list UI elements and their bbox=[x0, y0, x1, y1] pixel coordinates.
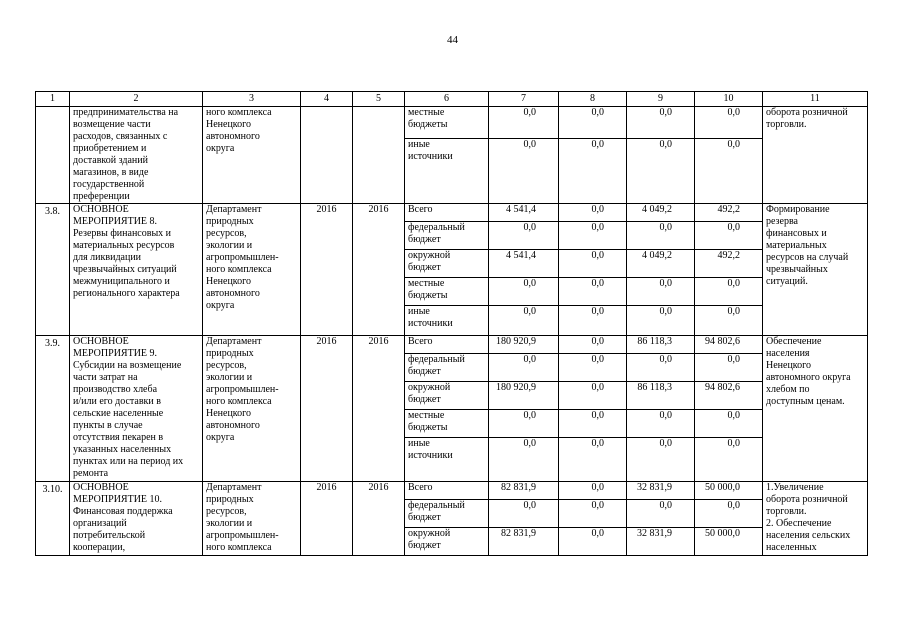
item-name: ОСНОВНОЕ МЕРОПРИЯТИЕ 10. Финансовая поддержка организаций потребительской кооперации, bbox=[70, 482, 203, 556]
item-number: 3.9. bbox=[36, 336, 70, 482]
value-col9: 4 049,2 bbox=[627, 204, 695, 222]
funding-source: федеральный бюджет bbox=[405, 222, 489, 250]
expected-result: оборота розничной торговли. bbox=[763, 107, 868, 204]
value-col10: 0,0 bbox=[695, 278, 763, 306]
page-number: 44 bbox=[447, 34, 458, 46]
start-year: 2016 bbox=[301, 482, 353, 556]
value-col9: 0,0 bbox=[627, 306, 695, 336]
table-row bbox=[36, 482, 868, 500]
funding-source: Всего bbox=[405, 204, 489, 222]
value-col8: 0,0 bbox=[559, 336, 627, 354]
expected-result: Формирование резерва финансовых и материальных ресурсов на случай чрезвычайных ситуаций. bbox=[763, 204, 868, 336]
value-col8: 0,0 bbox=[559, 306, 627, 336]
value-col8: 0,0 bbox=[559, 204, 627, 222]
header-cell: 4 bbox=[301, 92, 353, 107]
value-col10: 0,0 bbox=[695, 138, 763, 203]
end-year: 2016 bbox=[353, 204, 405, 336]
value-col7: 4 541,4 bbox=[489, 204, 559, 222]
value-col8: 0,0 bbox=[559, 382, 627, 410]
value-col10: 0,0 bbox=[695, 107, 763, 139]
value-col7: 180 920,9 bbox=[489, 382, 559, 410]
value-col10: 0,0 bbox=[695, 500, 763, 528]
value-col10: 94 802,6 bbox=[695, 382, 763, 410]
end-year bbox=[353, 107, 405, 204]
value-col8: 0,0 bbox=[559, 528, 627, 556]
funding-source: федеральный бюджет bbox=[405, 500, 489, 528]
funding-source: окружной бюджет bbox=[405, 528, 489, 556]
program-table bbox=[35, 91, 868, 556]
value-col9: 0,0 bbox=[627, 138, 695, 203]
end-year: 2016 bbox=[353, 336, 405, 482]
item-number: 3.8. bbox=[36, 204, 70, 336]
value-col7: 0,0 bbox=[489, 222, 559, 250]
value-col10: 0,0 bbox=[695, 306, 763, 336]
value-col10: 492,2 bbox=[695, 250, 763, 278]
table-row bbox=[36, 204, 868, 222]
header-cell: 1 bbox=[36, 92, 70, 107]
start-year bbox=[301, 107, 353, 204]
value-col9: 0,0 bbox=[627, 222, 695, 250]
funding-source: местные бюджеты bbox=[405, 410, 489, 438]
funding-source: местные бюджеты bbox=[405, 107, 489, 139]
value-col7: 0,0 bbox=[489, 500, 559, 528]
value-col10: 50 000,0 bbox=[695, 482, 763, 500]
header-cell: 7 bbox=[489, 92, 559, 107]
funding-source: окружной бюджет bbox=[405, 250, 489, 278]
table-row bbox=[36, 107, 868, 139]
item-number: 3.10. bbox=[36, 482, 70, 556]
header-cell: 6 bbox=[405, 92, 489, 107]
value-col7: 0,0 bbox=[489, 138, 559, 203]
item-name: предпринимательства на возмещение части расходов, связанных с приобретением и доставкой зданий магазинов, в виде государственной преференции bbox=[70, 107, 203, 204]
value-col7: 0,0 bbox=[489, 438, 559, 482]
value-col7: 0,0 bbox=[489, 410, 559, 438]
value-col8: 0,0 bbox=[559, 278, 627, 306]
value-col10: 0,0 bbox=[695, 222, 763, 250]
value-col10: 0,0 bbox=[695, 410, 763, 438]
value-col10: 94 802,6 bbox=[695, 336, 763, 354]
value-col9: 0,0 bbox=[627, 354, 695, 382]
value-col9: 0,0 bbox=[627, 107, 695, 139]
item-number bbox=[36, 107, 70, 204]
executor: Департамент природных ресурсов, экологии и агропромышлен- ного комплекса Ненецкого автономного округа bbox=[203, 204, 301, 336]
table-header-row bbox=[36, 92, 868, 107]
funding-source: иные источники bbox=[405, 306, 489, 336]
value-col9: 4 049,2 bbox=[627, 250, 695, 278]
table-body bbox=[36, 107, 868, 556]
executor: ного комплекса Ненецкого автономного округа bbox=[203, 107, 301, 204]
value-col8: 0,0 bbox=[559, 482, 627, 500]
funding-source: Всего bbox=[405, 482, 489, 500]
value-col10: 492,2 bbox=[695, 204, 763, 222]
funding-source: окружной бюджет bbox=[405, 382, 489, 410]
value-col9: 86 118,3 bbox=[627, 336, 695, 354]
funding-source: местные бюджеты bbox=[405, 278, 489, 306]
value-col7: 82 831,9 bbox=[489, 528, 559, 556]
value-col7: 0,0 bbox=[489, 354, 559, 382]
value-col7: 0,0 bbox=[489, 306, 559, 336]
start-year: 2016 bbox=[301, 204, 353, 336]
expected-result: 1.Увеличение оборота розничной торговли. 2. Обеспечение населения сельских населенных bbox=[763, 482, 868, 556]
funding-source: иные источники bbox=[405, 438, 489, 482]
value-col8: 0,0 bbox=[559, 250, 627, 278]
value-col8: 0,0 bbox=[559, 107, 627, 139]
value-col8: 0,0 bbox=[559, 438, 627, 482]
value-col10: 0,0 bbox=[695, 438, 763, 482]
executor: Департамент природных ресурсов, экологии и агропромышлен- ного комплекса Ненецкого автономного округа bbox=[203, 336, 301, 482]
value-col7: 82 831,9 bbox=[489, 482, 559, 500]
end-year: 2016 bbox=[353, 482, 405, 556]
header-cell: 8 bbox=[559, 92, 627, 107]
header-cell: 9 bbox=[627, 92, 695, 107]
start-year: 2016 bbox=[301, 336, 353, 482]
value-col7: 4 541,4 bbox=[489, 250, 559, 278]
value-col8: 0,0 bbox=[559, 500, 627, 528]
value-col8: 0,0 bbox=[559, 222, 627, 250]
header-cell: 11 bbox=[763, 92, 868, 107]
value-col10: 0,0 bbox=[695, 354, 763, 382]
header-cell: 5 bbox=[353, 92, 405, 107]
executor: Департамент природных ресурсов, экологии и агропромышлен- ного комплекса bbox=[203, 482, 301, 556]
item-name: ОСНОВНОЕ МЕРОПРИЯТИЕ 9. Субсидии на возмещение части затрат на производство хлеба и/или его доставки в сельские населенные пункты в случае отсутствия пекарен в указанных населенных пунктах или на период их ремонта bbox=[70, 336, 203, 482]
value-col9: 0,0 bbox=[627, 410, 695, 438]
header-cell: 2 bbox=[70, 92, 203, 107]
header-cell: 10 bbox=[695, 92, 763, 107]
funding-source: федеральный бюджет bbox=[405, 354, 489, 382]
value-col8: 0,0 bbox=[559, 410, 627, 438]
table-row bbox=[36, 336, 868, 354]
value-col8: 0,0 bbox=[559, 354, 627, 382]
value-col9: 86 118,3 bbox=[627, 382, 695, 410]
value-col7: 180 920,9 bbox=[489, 336, 559, 354]
header-cell: 3 bbox=[203, 92, 301, 107]
value-col10: 50 000,0 bbox=[695, 528, 763, 556]
expected-result: Обеспечение населения Ненецкого автономного округа хлебом по доступным ценам. bbox=[763, 336, 868, 482]
value-col9: 32 831,9 bbox=[627, 482, 695, 500]
item-name: ОСНОВНОЕ МЕРОПРИЯТИЕ 8. Резервы финансовых и материальных ресурсов для ликвидации чрезвычайных ситуаций межмуниципального и регионального характера bbox=[70, 204, 203, 336]
funding-source: иные источники bbox=[405, 138, 489, 203]
value-col8: 0,0 bbox=[559, 138, 627, 203]
value-col7: 0,0 bbox=[489, 278, 559, 306]
value-col9: 0,0 bbox=[627, 278, 695, 306]
value-col7: 0,0 bbox=[489, 107, 559, 139]
value-col9: 0,0 bbox=[627, 438, 695, 482]
funding-source: Всего bbox=[405, 336, 489, 354]
value-col9: 32 831,9 bbox=[627, 528, 695, 556]
value-col9: 0,0 bbox=[627, 500, 695, 528]
